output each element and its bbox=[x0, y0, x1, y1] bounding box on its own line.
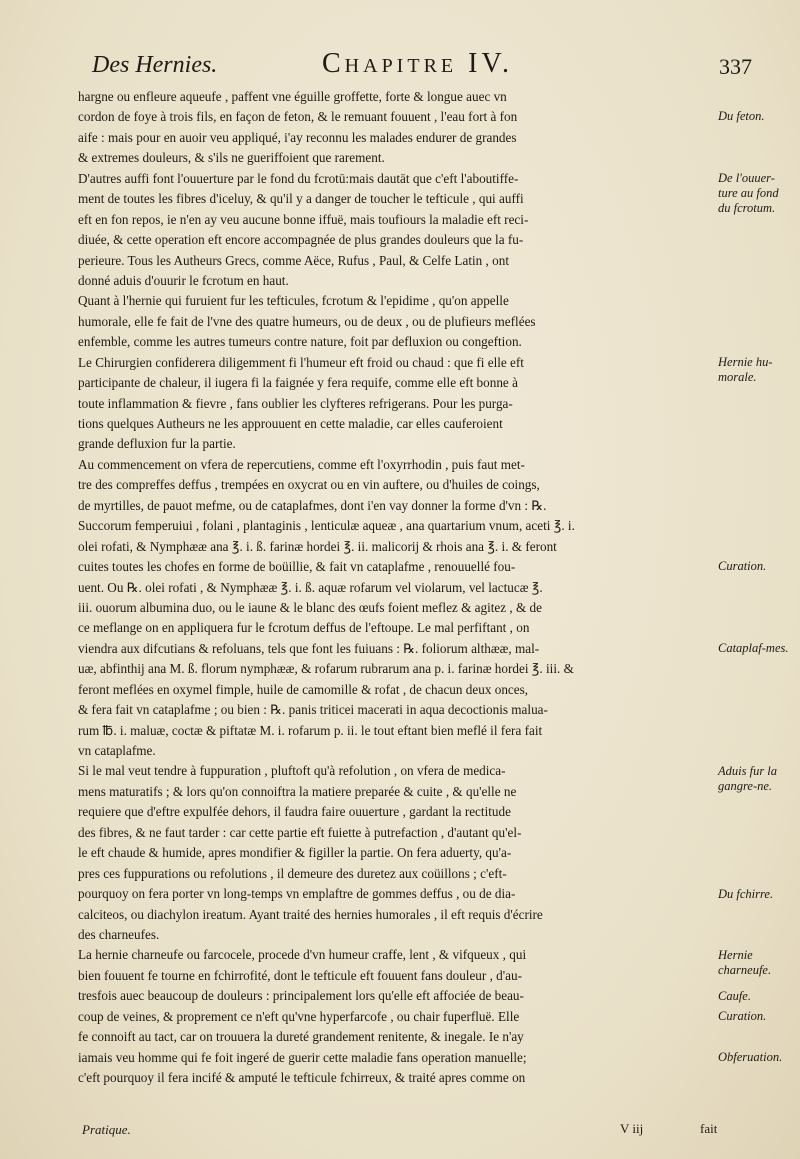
text-line: diuée, & cette operation eft encore accompagnée de plus grandes douleurs que la fu- bbox=[78, 232, 524, 248]
text-line: tre des compreffes deffus , trempées en oxycrat ou en vin auftere, ou d'huiles de coings, bbox=[78, 477, 540, 493]
text-line: grande defluxion fur la partie. bbox=[78, 436, 236, 452]
text-line: iii. ouorum albumina duo, ou le iaune & le blanc des œufs foient meflez & agitez , & de bbox=[78, 599, 542, 615]
running-header bbox=[92, 48, 752, 84]
text-line: La hernie charneufe ou farcocele, procede d'vn humeur craffe, lent , & vifqueux , qui bbox=[78, 947, 527, 963]
text-line: enfemble, comme les autres tumeurs contre nature, foit par defluxion ou congeftion. bbox=[78, 334, 522, 350]
margin-note: Aduis fur la gangre-ne. bbox=[718, 763, 778, 793]
main-text bbox=[78, 87, 706, 1088]
margin-note: Hernie hu-morale. bbox=[718, 354, 773, 384]
text-line: ment de toutes les fibres d'iceluy, & qu'il y a danger de toucher le tefticule , qui auffi bbox=[78, 191, 524, 207]
text-line: iamais veu homme qui fe foit ingeré de guerir cette maladie fans operation manuelle; bbox=[78, 1049, 527, 1065]
text-line: calciteos, ou diachylon ireatum. Ayant traité des hernies humorales , il eft requis d'écrire bbox=[78, 906, 543, 922]
page-number: 337 bbox=[719, 54, 752, 79]
running-title: Des Hernies. bbox=[92, 52, 218, 78]
footer-last-word: Pratique. bbox=[82, 1122, 131, 1137]
text-line: coup de veines, & proprement ce n'eft qu'vne hyperfarcofe , ou chair fuperfluë. Elle bbox=[78, 1008, 520, 1024]
text-line: c'eft pourquoy il fera incifé & amputé le tefticule fchirreux, & traité apres comme on bbox=[78, 1070, 526, 1085]
margin-note: De l'ouuer-ture au fond du fcrotum. bbox=[718, 170, 779, 215]
text-line: Au commencement on vfera de repercutiens, comme eft l'oxyrrhodin , puis faut met- bbox=[78, 456, 525, 472]
text-line: rum ℔. i. maluæ, coctæ & piftatæ M. i. rofarum p. ii. le tout eftant bien meflé il fera fait bbox=[78, 722, 543, 738]
text-line: Si le mal veut tendre à fuppuration , pluftoft qu'à refolution , on vfera de medica- bbox=[78, 763, 506, 779]
text-line: toute inflammation & fievre , fans oublier les clyfteres refrigerans. Pour les purga- bbox=[78, 395, 513, 411]
text-line: le eft chaude & humide, apres mondifier & figiller la partie. On fera aduerty, qu'a- bbox=[78, 845, 512, 861]
text-line: tresfois auec beaucoup de douleurs : principalement lors qu'elle eft affociée de beau- bbox=[78, 988, 524, 1004]
margin-note: Du fchirre. bbox=[718, 886, 774, 901]
text-line: ce meflange on en appliquera fur le fcrotum deffus de l'eftoupe. Le mal perfiftant , on bbox=[78, 620, 530, 636]
chapter-heading: Chapitre IV. bbox=[322, 48, 514, 79]
margin-note: Obferuation. bbox=[718, 1050, 783, 1065]
margin-note: Cataplaf-mes. bbox=[718, 641, 789, 656]
text-line: hargne ou enfleure aqueufe , paffent vne éguille groffette, forte & longue auec vn bbox=[78, 89, 507, 104]
margin-note: Caufe. bbox=[718, 988, 751, 1003]
text-line: Succorum femperuiui , folani , plantaginis , lenticulæ aqueæ , ana quartarium vnum, aceti ℥. i. bbox=[78, 518, 575, 534]
signature-mark: V iij bbox=[620, 1121, 644, 1136]
text-line: perieure. Tous les Autheurs Grecs, comme Aëce, Rufus , Paul, & Celfe Latin , ont bbox=[78, 252, 509, 268]
text-line: mens maturatifs ; & lors qu'on connoiftra la matiere preparée & cuite , & qu'elle ne bbox=[78, 783, 517, 799]
text-line: donné aduis d'ouurir le fcrotum en haut. bbox=[78, 272, 289, 288]
text-line: vn cataplafme. bbox=[78, 743, 156, 758]
text-line: pourquoy on fera porter vn long-temps vn emplaftre de gommes deffus , ou de dia- bbox=[78, 886, 516, 902]
text-line: aife : mais pour en auoir veu appliqué, i'ay reconnu les malades endurer de grandes bbox=[78, 129, 517, 145]
margin-note: Du feton. bbox=[718, 109, 765, 124]
text-line: cuites toutes les chofes en forme de boüillie, & fait vn cataplafme , renouuellé fou- bbox=[78, 559, 516, 575]
text-line: uent. Ou ℞. olei rofati , & Nymphææ ℥. i. ß. aquæ rofarum vel violarum, vel lactucæ ℥. bbox=[78, 579, 543, 595]
text-line: fe connoift au tact, car on trouuera la dureté grandement renitente, & inegale. Ie n'ay bbox=[78, 1029, 524, 1045]
text-line: humorale, elle fe fait de l'vne des quatre humeurs, ou de deux , ou de plufieurs meflées bbox=[78, 313, 536, 329]
text-line: de myrtilles, de pauot mefme, ou de cataplafmes, dont i'en vay donner la forme d'vn : ℞. bbox=[78, 497, 547, 513]
text-line: des charneufes. bbox=[78, 926, 160, 942]
margin-note: Curation. bbox=[718, 1009, 767, 1024]
text-line: viendra aux difcutians & refoluans, tels que font les fuiuans : ℞. foliorum althææ, mal- bbox=[78, 640, 540, 656]
text-line: tions quelques Autheurs ne les approuuent en cette maladie, car elles cauferoient bbox=[78, 416, 503, 431]
text-line: participante de chaleur, il iugera fi la faignée y fera requife, comme elle eft bonne à bbox=[78, 375, 518, 391]
text-line: feront meflées en oxymel fimple, huile de camomille & rofat , de chacun deux onces, bbox=[78, 681, 529, 697]
text-line: des fibres, & ne faut tarder : car cette partie eft fuiette à putrefaction , d'autant qu'el- bbox=[78, 824, 522, 840]
text-line: cordon de foye à trois fils, en façon de feton, & le remuant fouuent , l'eau fort à fon bbox=[78, 109, 518, 125]
text-line: bien fouuent fe tourne en fchirrofité, dont le tefticule eft fouuent fans douleur , d'au- bbox=[78, 967, 522, 983]
text-line: & fera fait vn cataplafme ; ou bien : ℞. panis triticei macerati in aqua decoctionis malua- bbox=[78, 702, 548, 718]
text-line: Quant à l'hernie qui furuient fur les tefticules, fcrotum & l'epidime , qu'on appelle bbox=[78, 293, 509, 309]
text-line: Le Chirurgien confiderera diligemment fi l'humeur eft froid ou chaud : que fi elle eft bbox=[78, 354, 524, 370]
text-line: & extremes douleurs, & s'ils ne gueriffoient que rarement. bbox=[78, 150, 385, 166]
text-line: pres ces fuppurations ou refolutions , il demeure des duretez aux coüillons ; c'eft- bbox=[78, 865, 507, 881]
margin-note: Curation. bbox=[718, 559, 767, 574]
margin-note: Hernie charneufe. bbox=[718, 947, 772, 977]
text-line: eft en fon repos, ie n'en ay veu aucune bonne iffuë, mais toufiours la maladie eft reci- bbox=[78, 211, 529, 227]
text-line: olei rofati, & Nymphææ ana ℥. i. ß. farinæ hordei ℥. ii. malicorij & rhois ana ℥. i. & feront bbox=[78, 538, 557, 554]
text-line: uæ, abfinthij ana M. ß. florum nymphææ, & rofarum rubrarum ana p. i. farinæ hordei ℥. iii. & bbox=[78, 661, 574, 677]
catchword: fait bbox=[700, 1121, 718, 1136]
text-line: requiere que d'eftre expulfée dehors, il faudra faire ouuerture , gardant la rectitude bbox=[78, 804, 511, 820]
text-line: D'autres auffi font l'ouuerture par le fond du fcrotū:mais dautāt que c'eft l'aboutiffe- bbox=[78, 170, 519, 186]
